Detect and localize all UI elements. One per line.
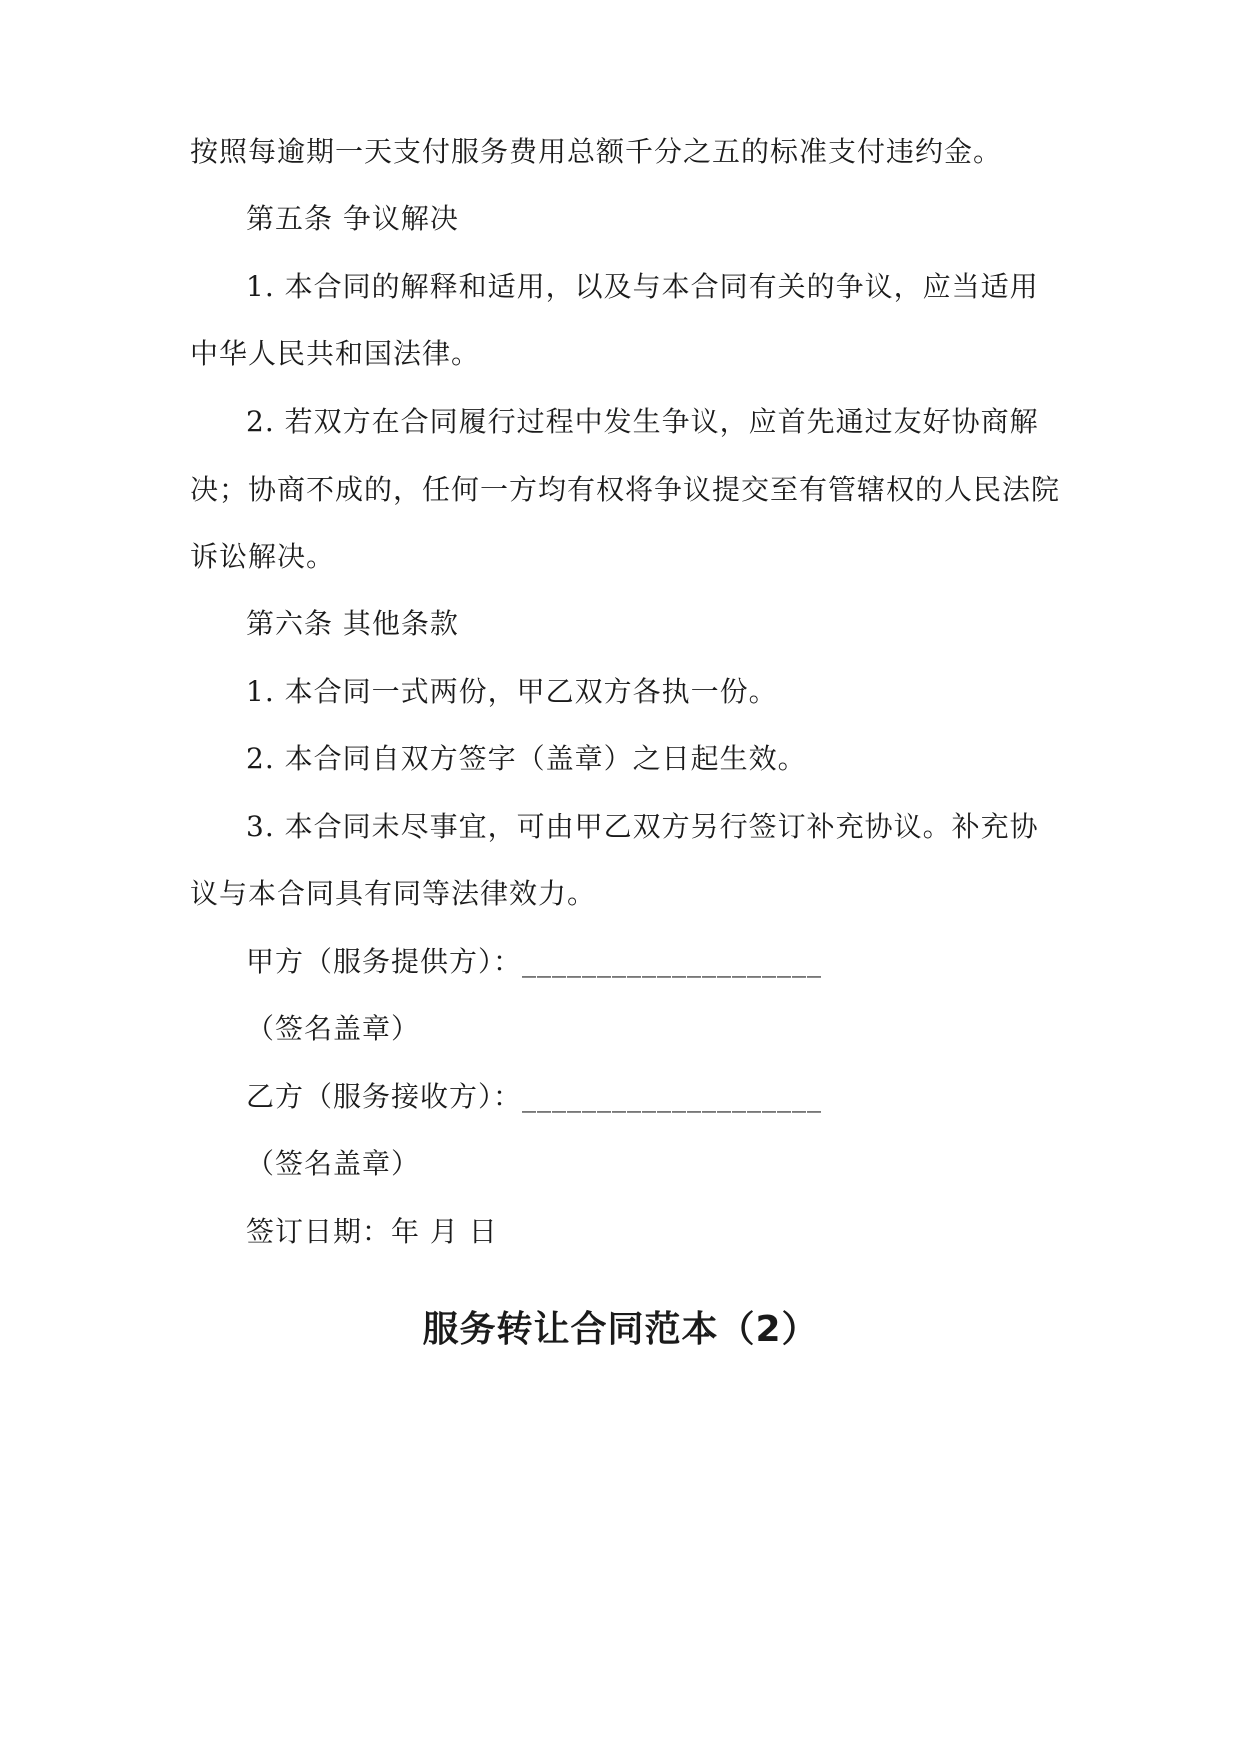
party-b-signature-blank[interactable]: ____________________ — [522, 1080, 823, 1113]
party-b-label: 乙方（服务接收方）： — [246, 1080, 523, 1113]
party-a-signature-row — [246, 942, 822, 982]
article-5-clause-1-line-1: 1. 本合同的解释和适用，以及与本合同有关的争议，应当适用 — [246, 270, 1039, 303]
article-5-clause-2-line-1: 2. 若双方在合同履行过程中发生争议，应首先通过友好协商解 — [246, 405, 1039, 438]
article-6-clause-1: 1. 本合同一式两份，甲乙双方各执一份。 — [246, 675, 778, 708]
article-6-heading: 第六条 其他条款 — [246, 607, 459, 640]
article-6-clause-3-line-2: 议与本合同具有同等法律效力。 — [190, 877, 597, 910]
party-a-sign-note: （签名盖章） — [246, 1012, 421, 1045]
party-b-signature-row — [246, 1077, 822, 1117]
article-6-clause-3-line-1: 3. 本合同未尽事宜，可由甲乙双方另行签订补充协议。补充协 — [246, 810, 1039, 843]
party-b-sign-note: （签名盖章） — [246, 1147, 421, 1180]
article-5-clause-2-line-2: 决；协商不成的，任何一方均有权将争议提交至有管辖权的人民法院 — [190, 473, 1061, 506]
party-a-signature-blank[interactable]: ____________________ — [522, 945, 823, 978]
article-5-clause-2-line-3: 诉讼解决。 — [190, 540, 336, 573]
article-5-clause-1-line-2: 中华人民共和国法律。 — [190, 337, 481, 370]
article-5-heading: 第五条 争议解决 — [246, 202, 459, 235]
article-6-clause-2: 2. 本合同自双方签字（盖章）之日起生效。 — [246, 742, 807, 775]
party-a-label: 甲方（服务提供方）： — [246, 945, 523, 978]
signing-date: 签订日期：年 月 日 — [246, 1215, 498, 1248]
next-contract-title: 服务转让合同范本（2） — [422, 1309, 819, 1350]
paragraph-penalty-continuation: 按照每逾期一天支付服务费用总额千分之五的标准支付违约金。 — [190, 135, 1003, 168]
